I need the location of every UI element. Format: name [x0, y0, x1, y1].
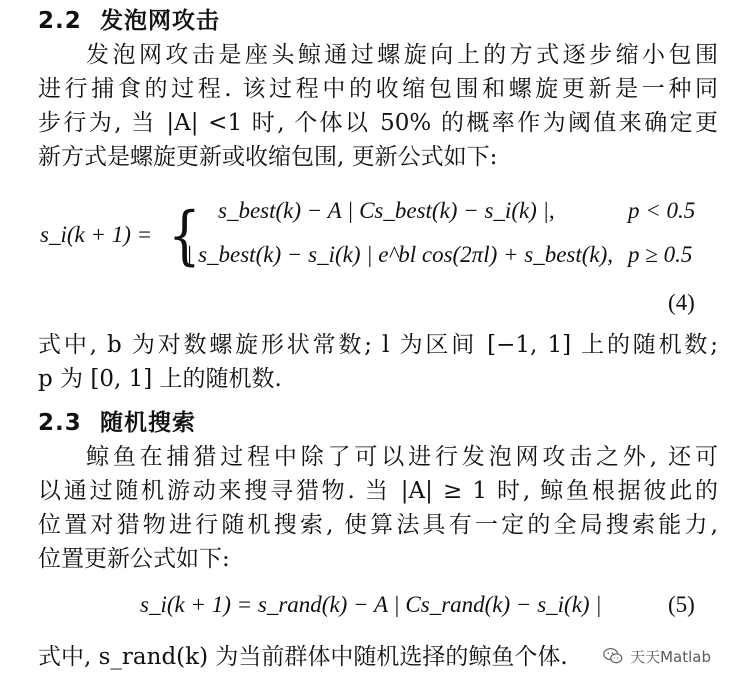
equation-brace: {	[168, 199, 201, 273]
wechat-icon	[602, 645, 624, 667]
paragraph-line: 式中, s_rand(k) 为当前群体中随机选择的鲸鱼个体.	[38, 644, 568, 670]
paragraph-line: 鲸鱼在捕猎过程中除了可以进行发泡网攻击之外, 还可	[86, 444, 718, 470]
section-heading-2-3	[38, 404, 196, 437]
equation-4-case-1: s_best(k) − A | Cs_best(k) − s_i(k) |,	[218, 198, 555, 223]
watermark	[602, 645, 711, 667]
equation-5: s_i(k + 1) = s_rand(k) − A | Cs_rand(k) − s_i(k) |	[140, 592, 602, 617]
equation-4-condition-1: p < 0.5	[628, 198, 696, 223]
paragraph-line: 进行捕食的过程. 该过程中的收缩包围和螺旋更新是一种同	[38, 76, 718, 102]
section-title: 随机搜索	[100, 410, 196, 436]
equation-number: (5)	[668, 592, 695, 617]
paragraph-line: p 为 [0, 1] 上的随机数.	[38, 366, 282, 392]
paragraph-line: 式中, b 为对数螺旋形状常数; l 为区间 [−1, 1] 上的随机数;	[38, 332, 718, 358]
equation-number: (4)	[668, 290, 695, 315]
paragraph-line: 位置更新公式如下:	[38, 546, 230, 572]
paragraph-line: 步行为, 当 |A| <1 时, 个体以 50% 的概率作为阈值来确定更	[38, 110, 718, 136]
paragraph-line: 以通过随机游动来搜寻猎物. 当 |A| ≥ 1 时, 鲸鱼根据彼此的	[38, 478, 718, 504]
section-heading-2-2	[38, 2, 220, 35]
section-number: 2.2	[38, 8, 82, 34]
watermark-text: 天天Matlab	[630, 647, 711, 666]
equation-4-lhs: s_i(k + 1) =	[40, 222, 153, 247]
section-number: 2.3	[38, 410, 82, 436]
paragraph-line: 位置对猎物进行随机搜索, 使算法具有一定的全局搜索能力,	[38, 512, 718, 538]
section-title: 发泡网攻击	[100, 8, 220, 34]
paragraph-line: 发泡网攻击是座头鲸通过螺旋向上的方式逐步缩小包围	[86, 42, 718, 68]
paragraph-line: 新方式是螺旋更新或收缩包围, 更新公式如下:	[38, 144, 498, 170]
equation-4-case-2: | s_best(k) − s_i(k) | e^bl cos(2πl) + s_best(k),	[186, 242, 614, 267]
equation-4-condition-2: p ≥ 0.5	[628, 242, 693, 267]
